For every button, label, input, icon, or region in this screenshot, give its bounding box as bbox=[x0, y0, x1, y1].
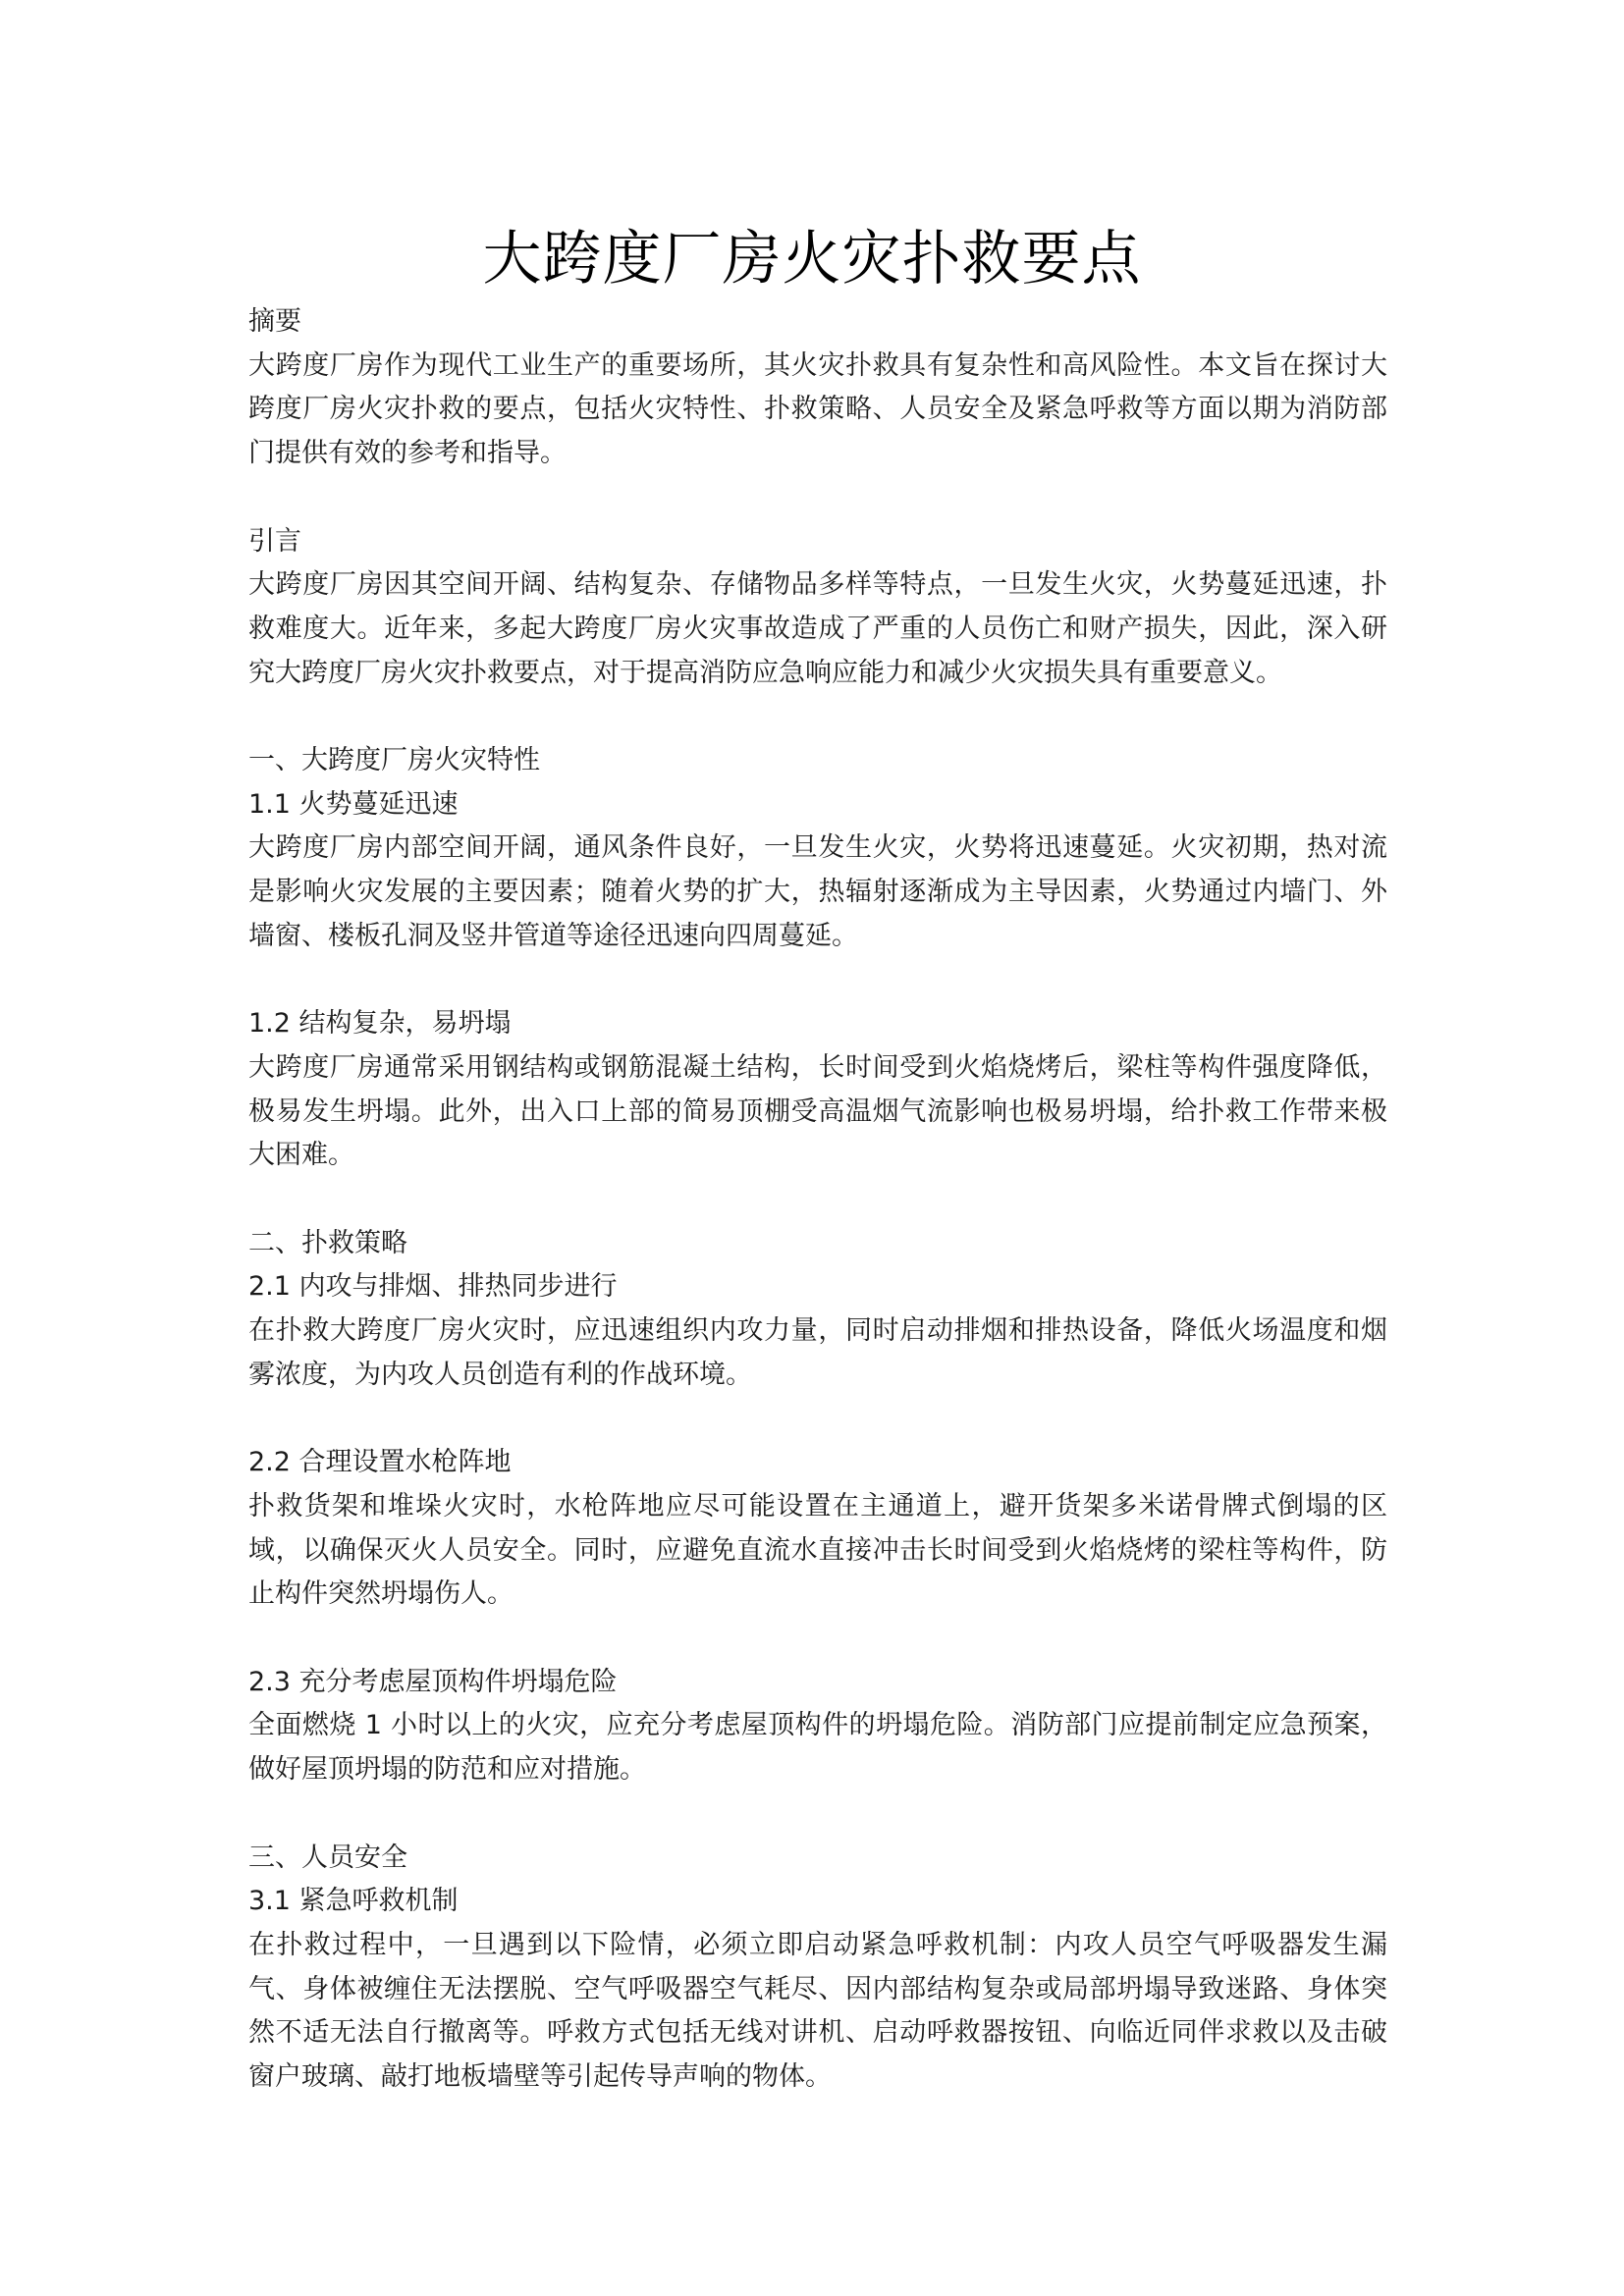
blank-line bbox=[248, 1178, 1387, 1222]
blank-line bbox=[248, 1398, 1387, 1442]
section-heading: 1.2 结构复杂，易坍塌 bbox=[248, 1008, 512, 1040]
section-heading: 三、人员安全 bbox=[248, 1842, 407, 1873]
blank-line bbox=[248, 1792, 1387, 1837]
blank-line bbox=[248, 695, 1387, 739]
section-heading: 一、大跨度厂房火灾特性 bbox=[248, 745, 540, 775]
section-heading: 二、扑救策略 bbox=[248, 1227, 407, 1258]
blank-line bbox=[248, 1617, 1387, 1661]
section-heading: 2.1 内攻与排烟、排热同步进行 bbox=[248, 1271, 618, 1303]
paragraph: 在扑救过程中，一旦遇到以下险情，必须立即启动紧急呼救机制：内攻人员空气呼吸器发生漏气、身体被缠住无法摆脱、空气呼吸器空气耗尽、因内部结构复杂或局部坍塌导致迷路、身体突然不适无法自行撤离等。呼救方式包括无线对讲机、启动呼救器按钮、向临近同伴求救以及击破窗户玻璃、敲打地板墙壁等引起传导声响的物体。 bbox=[248, 1929, 1387, 2093]
section-heading: 引言 bbox=[248, 525, 301, 557]
paragraph: 扑救货架和堆垛火灾时，水枪阵地应尽可能设置在主通道上，避开货架多米诺骨牌式倒塌的区域，以确保灭火人员安全。同时，应避免直流水直接冲击长时间受到火焰烧烤的梁柱等构件，防止构件突然坍塌伤人。 bbox=[248, 1490, 1387, 1610]
document-title: 大跨度厂房火灾扑救要点 bbox=[482, 225, 1142, 294]
document-body bbox=[248, 300, 1387, 2100]
paragraph: 大跨度厂房内部空间开阔，通风条件良好，一旦发生火灾，火势将迅速蔓延。火灾初期，热对流是影响火灾发展的主要因素；随着火势的扩大，热辐射逐渐成为主导因素，火势通过内墙门、外墙窗、楼板孔洞及竖井管道等途径迅速向四周蔓延。 bbox=[248, 832, 1387, 951]
section-heading: 1.1 火势蔓延迅速 bbox=[248, 788, 459, 820]
section-heading: 摘要 bbox=[248, 306, 301, 337]
section-heading: 2.2 合理设置水枪阵地 bbox=[248, 1447, 512, 1478]
blank-line bbox=[248, 959, 1387, 1003]
paragraph: 全面燃烧 1 小时以上的火灾，应充分考虑屋顶构件的坍塌危险。消防部门应提前制定应急预案，做好屋顶坍塌的防范和应对措施。 bbox=[248, 1710, 1387, 1786]
section-heading: 2.3 充分考虑屋顶构件坍塌危险 bbox=[248, 1666, 618, 1697]
paragraph: 在扑救大跨度厂房火灾时，应迅速组织内攻力量，同时启动排烟和排热设备，降低火场温度和烟雾浓度，为内攻人员创造有利的作战环境。 bbox=[248, 1315, 1387, 1390]
paragraph: 大跨度厂房通常采用钢结构或钢筋混凝土结构，长时间受到火焰烧烤后，梁柱等构件强度降低，极易发生坍塌。此外，出入口上部的简易顶棚受高温烟气流影响也极易坍塌，给扑救工作带来极大困难。 bbox=[248, 1051, 1387, 1171]
section-heading: 3.1 紧急呼救机制 bbox=[248, 1886, 459, 1917]
blank-line bbox=[248, 476, 1387, 520]
paragraph: 大跨度厂房作为现代工业生产的重要场所，其火灾扑救具有复杂性和高风险性。本文旨在探讨大跨度厂房火灾扑救的要点，包括火灾特性、扑救策略、人员安全及紧急呼救等方面以期为消防部门提供有效的参考和指导。 bbox=[248, 349, 1387, 469]
paragraph: 大跨度厂房因其空间开阔、结构复杂、存储物品多样等特点，一旦发生火灾，火势蔓延迅速，扑救难度大。近年来，多起大跨度厂房火灾事故造成了严重的人员伤亡和财产损失，因此，深入研究大跨度厂房火灾扑救要点，对于提高消防应急响应能力和减少火灾损失具有重要意义。 bbox=[248, 569, 1387, 688]
